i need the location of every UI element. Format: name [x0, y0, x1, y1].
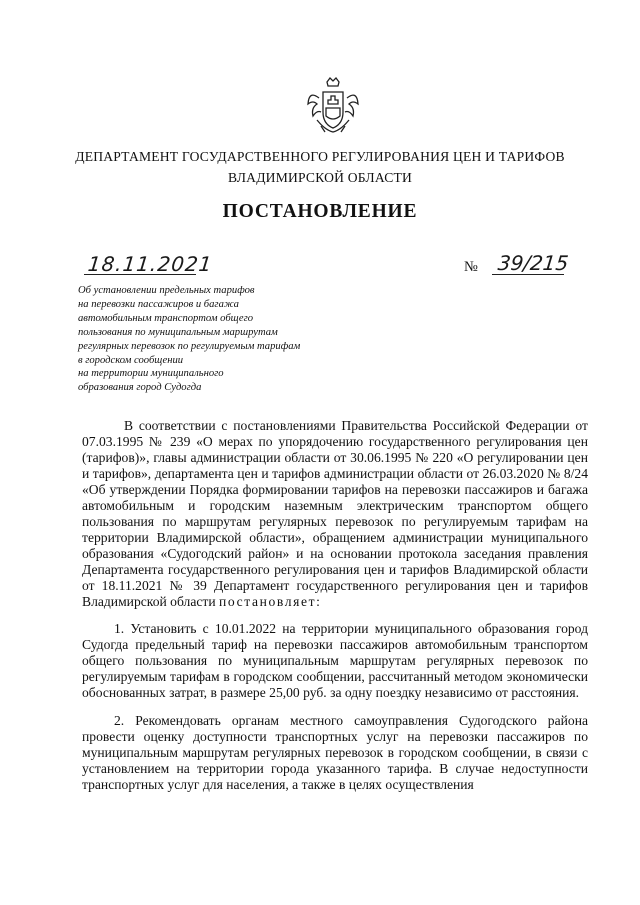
department-name-line1: ДЕПАРТАМЕНТ ГОСУДАРСТВЕННОГО РЕГУЛИРОВАНИЯ ЦЕН И ТАРИФОВ: [75, 149, 565, 164]
subject-line: на перевозки пассажиров и багажа: [78, 298, 239, 310]
department-name-line2: ВЛАДИМИРСКОЙ ОБЛАСТИ: [228, 170, 412, 185]
subject-line: образования город Судогда: [78, 382, 202, 394]
resolves-verb: постановляет:: [219, 594, 322, 609]
number-label: №: [464, 259, 478, 275]
subject-block: [78, 284, 378, 395]
intro-text: В соответствии с постановлениями Правительства Российской Федерации от 07.03.1995 № 239 «О мерах по упорядочению государственного регулирования цен (тарифов)», главы администрации области от 30.06.1995 № 220 «О регулировании цен и тарифов», департамента цен и тарифов администрации области от 26.03.2020 № 8/24 «Об утверждении Порядка формировании тарифов на перевозки пассажиров и багажа автомобильным и городским наземным электрическим транспортом общего пользования по маршрутам регулярных перевозок по регулируемым тарифам на территории Владимирской области», обращением администрации муниципального образования «Судогодский район» и на основании протокола заседания правления Департамента государственного регулирования цен и тарифов Владимирской области от 18.11.2021 № 39 Департамент государственного регулирования цен и тарифов Владимирской области: [82, 418, 588, 609]
subject-line: Об установлении предельных тарифов: [78, 285, 255, 296]
subject-line: автомобильным транспортом общего: [78, 312, 254, 324]
document-number: 39/215: [496, 251, 570, 275]
number-underline: [492, 274, 564, 275]
coat-of-arms-icon: [305, 76, 361, 136]
subject-line: на территории муниципального: [78, 368, 224, 380]
item-1-paragraph: 1. Установить с 10.01.2022 на территории муниципального образования город Судогда предельный тариф на перевозки пассажиров автомобильным транспортом общего пользования по муниципальным маршрутам регулярных перевозок по регулируемым тарифам в городском сообщении, рассчитанный методом экономически обоснованных затрат, в размере 25,00 руб. за одну поездку независимо от расстояния.: [82, 621, 588, 700]
document-title: ПОСТАНОВЛЕНИЕ: [222, 201, 418, 222]
intro-paragraph: [82, 418, 588, 610]
item-2-paragraph: 2. Рекомендовать органам местного самоуправления Судогодского района провести оценку доступности транспортных услуг на перевозки пассажиров по муниципальным маршрутам регулярных перевозок в городском сообщении, в связи с установлением на территории города указанного тарифа. В случае недоступности транспортных услуг для населения, а также в целях осуществления: [82, 713, 588, 792]
document-date: 18.11.2021: [86, 252, 214, 276]
document-body: [82, 418, 588, 793]
subject-line: пользования по муниципальным маршрутам: [78, 326, 278, 338]
subject-line: в городском сообщении: [78, 354, 184, 366]
subject-line: регулярных перевозок по регулируемым тарифам: [78, 340, 301, 352]
date-underline: [84, 274, 196, 275]
